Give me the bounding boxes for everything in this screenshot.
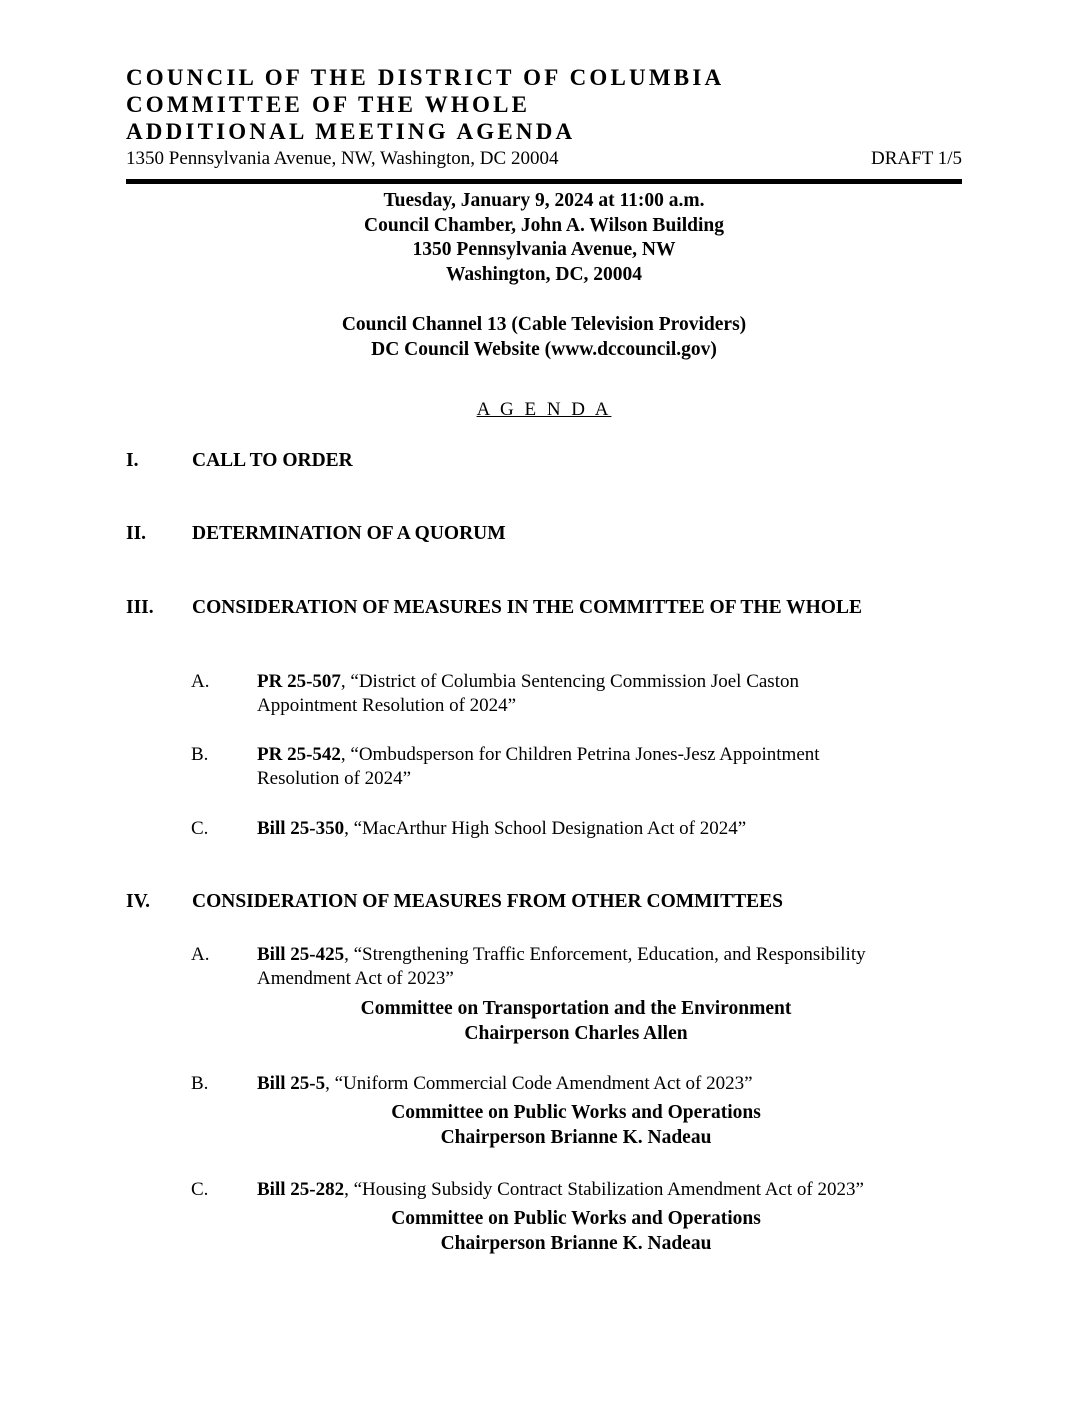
committee-chair: Chairperson Brianne K. Nadeau xyxy=(440,1233,712,1254)
item-letter: C. xyxy=(191,1179,209,1200)
measure-id: Bill 25-350 xyxy=(257,818,345,839)
measure-title: , “District of Columbia Sentencing Commission Joel Caston xyxy=(340,671,799,692)
agenda-item xyxy=(191,1178,966,1202)
committee-block xyxy=(126,996,1026,1046)
section-number: III. xyxy=(126,597,154,618)
meeting-city: Washington, DC, 20004 xyxy=(445,263,643,285)
council-name: COUNCIL OF THE DISTRICT OF COLUMBIA xyxy=(126,65,725,90)
letterhead xyxy=(126,64,962,184)
item-letter: B. xyxy=(191,744,209,765)
committee-name: Committee on Public Works and Operations xyxy=(391,1208,761,1229)
committee-block xyxy=(126,1206,1026,1256)
item-letter: B. xyxy=(191,1073,209,1094)
agenda-item xyxy=(191,670,966,718)
measure-title: , “Housing Subsidy Contract Stabilization Amendment Act of 2023” xyxy=(344,1179,864,1200)
council-address: 1350 Pennsylvania Avenue, NW, Washington, DC 20004 xyxy=(126,148,559,169)
measure-title: , “Ombudsperson for Children Petrina Jones-Jesz Appointment xyxy=(340,744,820,765)
agenda-item xyxy=(191,943,966,991)
draft-label: DRAFT 1/5 xyxy=(871,148,962,169)
committee-name: Committee on Public Works and Operations xyxy=(391,1102,761,1123)
committee-chair: Chairperson Brianne K. Nadeau xyxy=(440,1127,712,1148)
address-line xyxy=(126,146,962,172)
section-title: DETERMINATION OF A QUORUM xyxy=(192,523,506,544)
measure-id: PR 25-542 xyxy=(257,744,341,765)
meeting-info xyxy=(126,189,962,287)
broadcast-info xyxy=(126,313,962,362)
agenda-item xyxy=(191,817,966,841)
section-other-committees xyxy=(126,890,966,914)
measure-id: Bill 25-5 xyxy=(257,1073,326,1094)
committee-name: COMMITTEE OF THE WHOLE xyxy=(126,92,531,117)
section-number: I. xyxy=(126,450,139,471)
section-call-to-order xyxy=(126,449,966,473)
measure-id: PR 25-507 xyxy=(257,671,341,692)
section-committee-of-the-whole xyxy=(126,596,966,620)
agenda-item xyxy=(191,743,966,791)
header-rule xyxy=(126,179,962,184)
broadcast-channel: Council Channel 13 (Cable Television Providers) xyxy=(341,314,747,335)
committee-chair: Chairperson Charles Allen xyxy=(464,1023,688,1044)
measure-title: , “Strengthening Traffic Enforcement, Education, and Responsibility xyxy=(344,944,866,965)
measure-id: Bill 25-282 xyxy=(257,1179,345,1200)
agenda-heading: A G E N D A xyxy=(476,399,612,420)
measure-title: , “MacArthur High School Designation Act of 2024” xyxy=(344,818,747,839)
meeting-location: Council Chamber, John A. Wilson Building xyxy=(364,214,724,236)
committee-name: Committee on Transportation and the Environment xyxy=(360,998,792,1019)
item-letter: C. xyxy=(191,818,209,839)
section-number: IV. xyxy=(126,891,151,912)
document-title: ADDITIONAL MEETING AGENDA xyxy=(126,119,576,144)
broadcast-website: DC Council Website (www.dccouncil.gov) xyxy=(371,338,717,360)
measure-title: , “Uniform Commercial Code Amendment Act of 2023” xyxy=(325,1073,753,1094)
measure-id: Bill 25-425 xyxy=(257,944,345,965)
item-letter: A. xyxy=(191,671,210,692)
section-title: CALL TO ORDER xyxy=(192,450,353,471)
section-number: II. xyxy=(126,523,147,544)
agenda-item xyxy=(191,1072,966,1096)
section-quorum xyxy=(126,522,966,546)
measure-title-cont: Appointment Resolution of 2024” xyxy=(257,695,517,716)
item-letter: A. xyxy=(191,944,210,965)
measure-title-cont: Amendment Act of 2023” xyxy=(257,968,454,989)
meeting-street: 1350 Pennsylvania Avenue, NW xyxy=(412,239,676,260)
committee-block xyxy=(126,1100,1026,1150)
measure-title-cont: Resolution of 2024” xyxy=(257,768,412,789)
meeting-datetime: Tuesday, January 9, 2024 at 11:00 a.m. xyxy=(383,190,705,211)
section-title: CONSIDERATION OF MEASURES FROM OTHER COMMITTEES xyxy=(192,891,784,912)
section-title: CONSIDERATION OF MEASURES IN THE COMMITTEE OF THE WHOLE xyxy=(192,597,862,618)
